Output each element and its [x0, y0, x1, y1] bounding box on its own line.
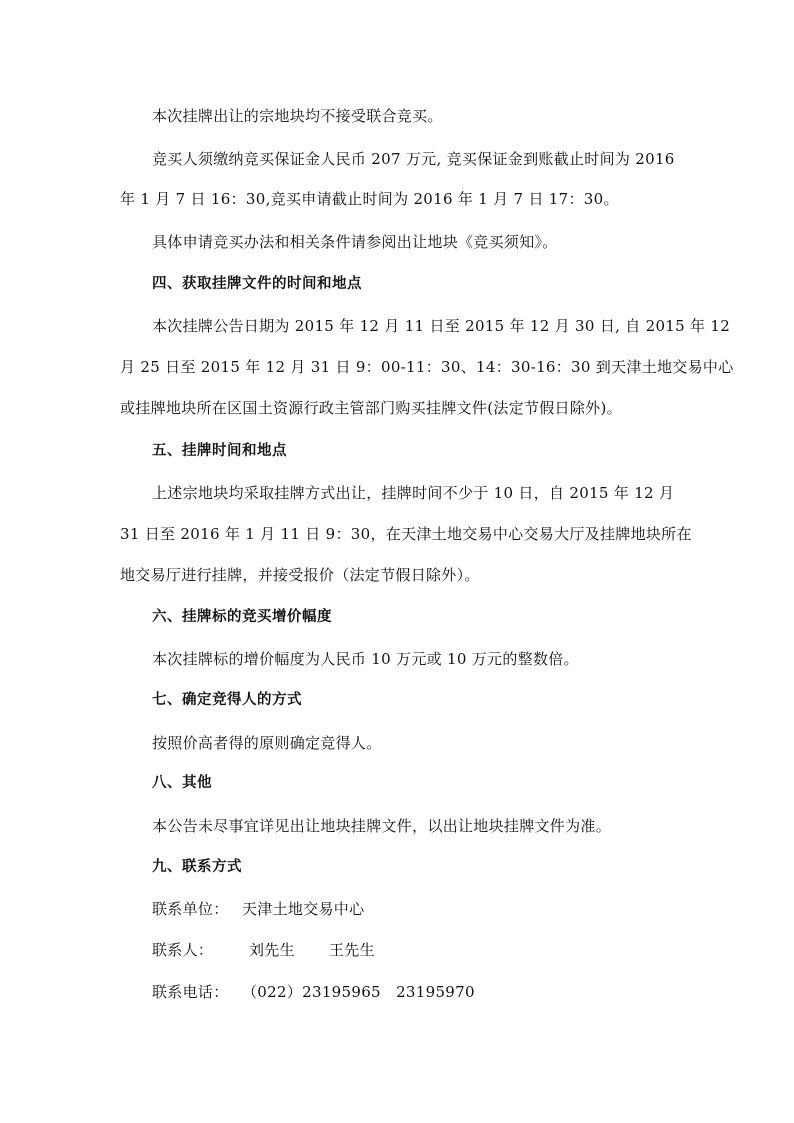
- section-6-heading: 六、挂牌标的竞买增价幅度: [152, 609, 332, 625]
- contact-phone-label: 联系电话：: [152, 983, 229, 1001]
- section-8-line-1: 本公告未尽事宜详见出让地块挂牌文件，以出让地块挂牌文件为准。: [152, 817, 612, 835]
- section-4-line-3: 或挂牌地块所在区国土资源行政主管部门购买挂牌文件(法定节假日除外)。: [120, 399, 622, 417]
- contact-phone-value: （022）23195965 23195970: [242, 983, 475, 1001]
- section-7-heading: 七、确定竞得人的方式: [152, 692, 302, 708]
- section-5-line-1: 上述宗地块均采取挂牌方式出让，挂牌时间不少于 10 日，自 2015 年 12 月: [152, 484, 675, 502]
- paragraph-bid-rules: 具体申请竞买办法和相关条件请参阅出让地块《竞买须知》。: [152, 233, 558, 251]
- section-4-line-1: 本次挂牌公告日期为 2015 年 12 月 11 日至 2015 年 12 月 30 日, 自 2015 年 12: [152, 317, 731, 335]
- section-9-heading: 九、联系方式: [152, 859, 242, 875]
- contact-person-label: 联系人：: [152, 941, 214, 959]
- section-5-heading: 五、挂牌时间和地点: [152, 443, 287, 459]
- section-6-line-1: 本次挂牌标的增价幅度为人民币 10 万元或 10 万元的整数倍。: [152, 650, 579, 668]
- section-4-heading: 四、获取挂牌文件的时间和地点: [152, 276, 362, 292]
- section-5-line-3: 地交易厅进行挂牌，并接受报价（法定节假日除外）。: [120, 566, 480, 584]
- section-7-line-1: 按照价高者得的原则确定竞得人。: [152, 734, 382, 752]
- contact-unit-value: 天津土地交易中心: [242, 900, 365, 918]
- contact-unit-label: 联系单位：: [152, 900, 229, 918]
- contact-person-2: 王先生: [329, 941, 375, 959]
- section-4-line-2: 月 25 日至 2015 年 12 月 31 日 9：00-11：30、14：30-16：30 到天津土地交易中心: [120, 358, 734, 376]
- paragraph-deposit-line-2: 年 1 月 7 日 16：30,竞买申请截止时间为 2016 年 1 月 7 日 17：30。: [120, 190, 619, 208]
- section-8-heading: 八、其他: [152, 775, 212, 791]
- paragraph-joint-bid: 本次挂牌出让的宗地块均不接受联合竞买。: [152, 107, 443, 125]
- contact-person-1: 刘先生: [249, 941, 295, 959]
- paragraph-deposit-line-1: 竞买人须缴纳竞买保证金人民币 207 万元, 竞买保证金到账截止时间为 2016: [152, 150, 675, 168]
- section-5-line-2: 31 日至 2016 年 1 月 11 日 9：30，在天津土地交易中心交易大厅及挂牌地块所在: [120, 525, 692, 543]
